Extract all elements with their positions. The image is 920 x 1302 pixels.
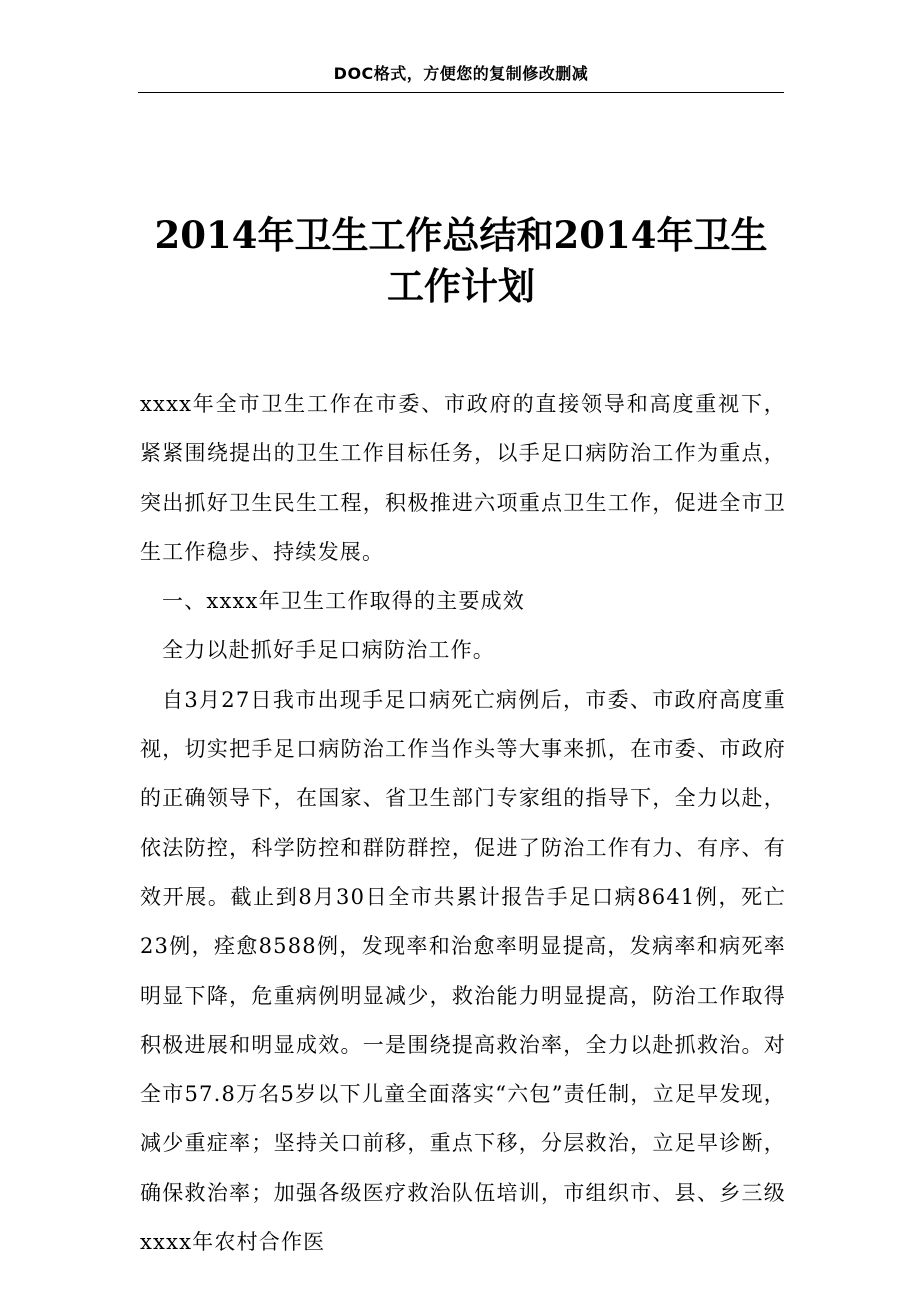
document-body (140, 380, 786, 1267)
subsection-heading: 全力以赴抓好手足口病防治工作。 (162, 638, 495, 663)
header-divider (138, 92, 784, 93)
intro-paragraph: xxxx年全市卫生工作在市委、市政府的直接领导和高度重视下，紧紧围绕提出的卫生工作目标任务，以手足口病防治工作为重点，突出抓好卫生民生工程，积极推进六项重点卫生工作，促进全市卫生工作稳步、持续发展。 (140, 392, 786, 564)
section-heading: 一、xxxx年卫生工作取得的主要成效 (162, 589, 525, 614)
body-paragraph: 自3月27日我市出现手足口病死亡病例后，市委、市政府高度重视，切实把手足口病防治工作当作头等大事来抓，在市委、市政府的正确领导下，在国家、省卫生部门专家组的指导下，全力以赴，依法防控，科学防控和群防群控，促进了防治工作有力、有序、有效开展。截止到8月30日全市共累计报告手足口病8641例，死亡23例，痊愈8588例，发现率和治愈率明显提高，发病率和病死率明显下降，危重病例明显减少，救治能力明显提高，防治工作取得积极进展和明显成效。一是围绕提高救治率，全力以赴抓救治。对全市57.8万名5岁以下儿童全面落实“六包”责任制，立足早发现，减少重症率；坚持关口前移，重点下移，分层救治，立足早诊断，确保救治率；加强各级医疗救治队伍培训，市组织市、县、乡三级xxxx年农村合作医 (140, 687, 786, 1255)
page-header: DOC格式，方便您的复制修改删减 (333, 64, 589, 83)
document-title: 2014年卫生工作总结和2014年卫生工作计划 (154, 213, 768, 308)
